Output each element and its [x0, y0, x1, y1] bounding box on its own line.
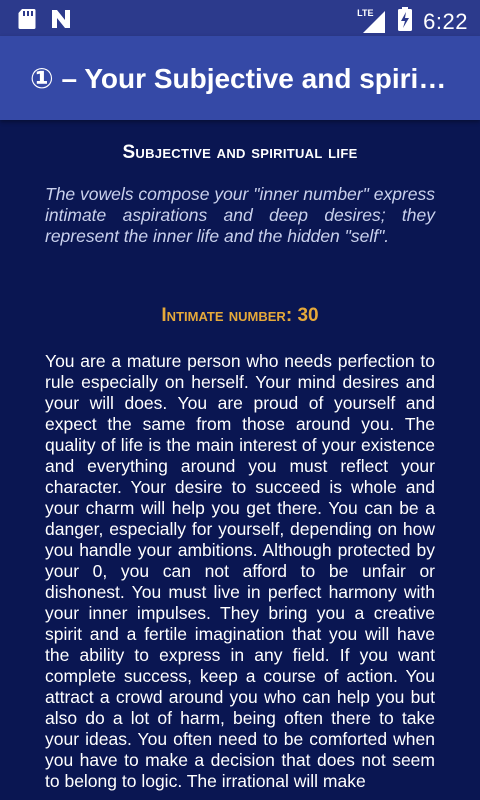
- content-scroll-area[interactable]: [0, 120, 480, 800]
- battery-charging-icon: [397, 6, 413, 37]
- n-notification-icon: [50, 8, 72, 35]
- intro-text: The vowels compose your "inner number" express intimate aspirations and deep desires; they represent the inner life and the hidden "self".: [45, 184, 435, 246]
- description-text: You are a mature person who needs perfection to rule especially on herself. Your mind desires and your will does. You are proud of yourself and expect the same from those around you. The quality of life is the main interest of your existence and everything around you must reflect your character. Your desire to succeed is whole and your charm will help you get there. You can be a danger, especially for yourself, depending on how you handle your ambitions. Although protected by your 0, you can not afford to be unfair or dishonest. You must live in perfect harmony with your inner impulses. They bring you a creative spirit and a fertile imagination that you will have the ability to express in any field. If you want complete success, keep a course of action. You attract a crowd around you who can help you but also do a lot of harm, being often there to take your ideas. You often need to be comforted when you have to make a decision that does not seem to belong to logic. The irrational will make: [45, 351, 435, 791]
- lte-signal-icon: [359, 9, 387, 35]
- status-bar-right: [359, 6, 468, 37]
- number-label: Intimate number:: [161, 305, 293, 326]
- network-label: LTE: [357, 7, 374, 18]
- sd-card-icon: [18, 8, 36, 35]
- intimate-number-heading: [0, 305, 480, 327]
- clock: 6:22: [423, 8, 468, 34]
- section-title: Subjective and spiritual life: [122, 142, 358, 163]
- app-bar: [0, 36, 480, 120]
- status-bar-left: [18, 8, 72, 35]
- page-title: ① – Your Subjective and spiri…: [30, 63, 447, 94]
- status-bar: [0, 0, 480, 36]
- number-value: 30: [297, 305, 319, 326]
